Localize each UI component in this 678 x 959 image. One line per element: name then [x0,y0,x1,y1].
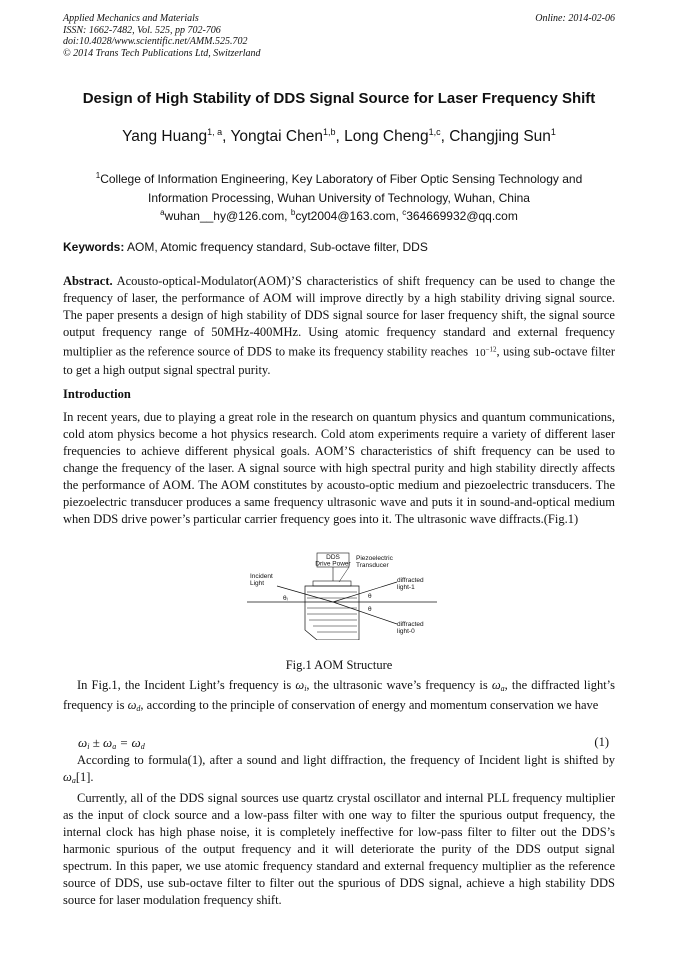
diffracted-0-label: light-0 [397,628,415,635]
paragraph-frequencies: In Fig.1, the Incident Light’s frequency is $\omega_i$, the ultrasonic wave’s frequency is $\omega_a$, the diffracted light’s frequency is $\omega_d$, according to the principle of conservation of energy and momentum conservation we have [63,678,616,713]
email-b: cyt2004@163.com, [295,209,399,223]
aom-structure-figure [247,552,437,640]
section-heading-introduction: Introduction [63,387,131,401]
author-sup: 1 [550,127,556,137]
equation-1: $\omega_i \pm \omega_a = \omega_d$ [78,735,145,751]
issn-line: ISSN: 1662-7482, Vol. 525, pp 702-706 [63,24,221,36]
paper-title: Design of High Stability of DDS Signal Source for Laser Frequency Shift [82,90,596,107]
author-sup: 1, a [207,127,223,137]
affiliation [60,167,618,207]
diffracted-1-label: diffracted [397,577,424,584]
transducer [313,581,351,586]
keywords [63,240,618,254]
abstract-text: Acousto-optical-Modulator(AOM)’S characteristics of shift frequency can be used to change the frequency of laser, the performance of AOM will improve directly by a high stability driving signal source. The paper presents a design of high stability of DDS signal source for laser frequency shift, the signal source output frequency range of 50MHz-400MHz. Using atomic frequency standard and external frequency multiplier as the reference source of DDS to make its frequency stability reaches [63,274,616,359]
paragraph-current-dds: Currently, all of the DDS signal sources use quartz crystal oscillator and internal PLL frequency multiplier as the input of clock source and a low-pass filter with one way to filter the spurious output frequency, the internal clock has high phase noise, it is completely ineffective for low-pass filter to filter out the DDS’s harmonic spurious of the output frequency and it will deteriorate the purity of the DDS output signal spectrum. In this paper, we use atomic frequency standard and external frequency multiplier as the reference source of DDS, use sub-octave filter to filter out the spurious of DDS signal, achieve a high stability DDS source for laser modulation frequency shift. [63,791,615,907]
affiliation-sup: 1 [95,171,101,180]
diffracted-ray-0 [333,602,397,624]
equation-number: (1) [594,735,609,749]
email-list: $^a$wuhan__hy@126.com, $^b$cyt2004@163.com, $^c$364669932@qq.com [160,208,518,223]
online-date: Online: 2014-02-06 [535,13,615,24]
diffracted-0-label: diffracted [397,621,424,628]
intro-paragraph: In recent years, due to playing a great role in the research on quantum physics and quantum communications, cold atom physics become a hot physics research. Cold atom experiments require a variety of different laser frequencies to achieve different physical goals. AOM’S characteristics of shift frequency can be used to change the frequency of the laser. A signal source with high spectral purity and high stability directly affects the performance of AOM. The AOM constitutes by acousto-optic medium and piezoelectric transducers. The piezoelectric transducer produces a same frequency ultrasonic wave and puts it in sound-and-optical medium when DDS drive power’s particular carrier frequency goes into it. The ultrasonic wave diffracts.(Fig.1) [63,410,615,526]
copyright-line: © 2014 Trans Tech Publications Ltd, Switzerland [63,47,261,59]
author-name: Long Cheng [344,128,429,146]
author-list: Yang Huang$^{1, a}$, Yongtai Chen$^{1,b}$, Long Cheng$^{1,c}$, Changjing Sun$^1$ [122,127,556,146]
stability-value: $10^{-12}$ [474,345,497,359]
theta-i-label: θᵢ [283,595,288,602]
theta-d-label: θ [368,606,372,613]
author-sup: 1,b [322,127,336,137]
abstract-label: Abstract. [63,274,113,288]
affiliation-line: College of Information Engineering, Key Laboratory of Fiber Optic Sensing Technology and [100,172,583,186]
email-a: wuhan__hy@126.com, [164,209,288,223]
author-name: Yang Huang [122,128,208,146]
figure-caption: Fig.1 AOM Structure [285,658,393,672]
author-name: Yongtai Chen [230,128,323,146]
affiliation-line: Information Processing, Wuhan University of Technology, Wuhan, China [148,190,530,205]
journal-name: Applied Mechanics and Materials [63,13,199,24]
author-sup: 1,c [428,127,441,137]
dds-label: DDS [326,554,340,561]
dds-label: Drive Power [315,560,351,568]
paragraph-formula: According to formula(1), after a sound and light diffraction, the frequency of Incident light is shifted by $\omega_a[1]$. [63,753,615,785]
incident-label: Light [250,580,265,587]
keywords-label: Keywords: [63,240,125,254]
keywords-text: AOM, Atomic frequency standard, Sub-octave filter, DDS [127,240,428,254]
piezo-label: Transducer [356,562,389,569]
page-header [63,13,615,59]
piezo-label: Piezoelectric [356,555,393,562]
incident-label: Incident [250,573,273,580]
doi-line: doi:10.4028/www.scientific.net/AMM.525.702 [63,36,248,47]
diffracted-1-label: light-1 [397,584,415,591]
abstract-tail: , using sub-octave filter to get a high output signal spectral purity. [63,344,616,377]
author-name: Changjing Sun [449,128,551,146]
theta-d-label: θ [368,593,372,600]
abstract [63,273,615,379]
email-c: 364669932@qq.com [406,209,518,223]
